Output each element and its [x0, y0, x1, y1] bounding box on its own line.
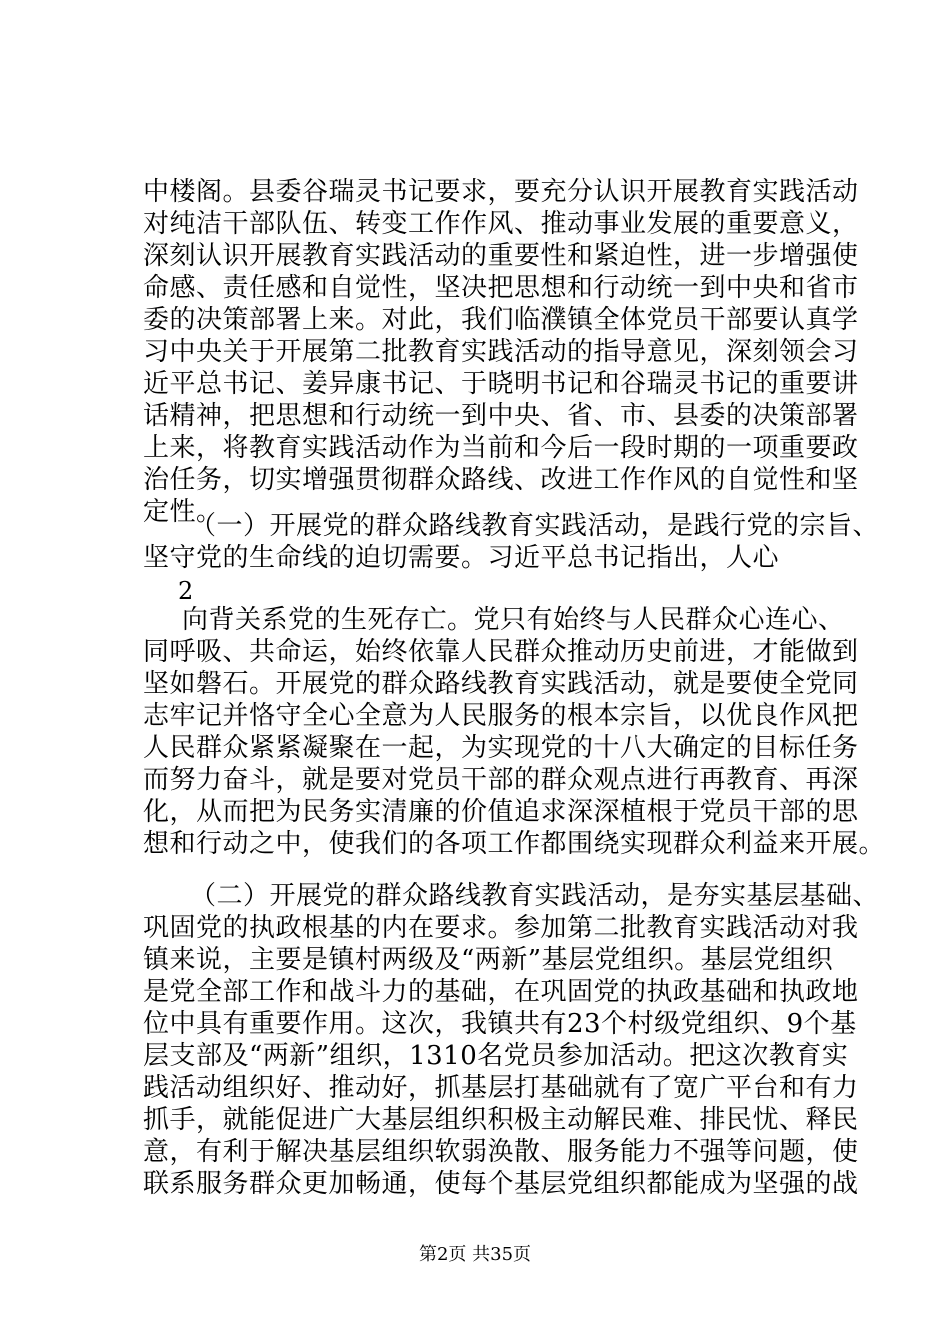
text-line: 而努力奋斗，就是要对党员干部的群众观点进行再教育、再深 — [143, 765, 859, 795]
text-line: 中楼阁。县委谷瑞灵书记要求，要充分认识开展教育实践活动 — [143, 177, 859, 207]
text-line: 意，有利于解决基层组织软弱涣散、服务能力不强等问题，使 — [143, 1137, 859, 1167]
text-line: 想和行动之中，使我们的各项工作都围绕实现群众利益来开展。 — [143, 829, 886, 859]
text-line: 委的决策部署上来。对此，我们临濮镇全体党员干部要认真学 — [143, 305, 859, 335]
text-line: 联系服务群众更加畅通，使每个基层党组织都能成为坚强的战 — [143, 1169, 859, 1199]
text-line: 人民群众紧紧凝聚在一起，为实现党的十八大确定的目标任务 — [143, 733, 859, 763]
text-line: 习中央关于开展第二批教育实践活动的指导意见，深刻领会习 — [143, 337, 859, 367]
paragraph-heading-2: （二）开展党的群众路线教育实践活动，是夯实基层基础、 — [190, 881, 880, 911]
text-line: 践活动组织好、推动好，抓基层打基础就有了宽广平台和有力 — [143, 1073, 859, 1103]
text-line: 坚守党的生命线的迫切需要。习近平总书记指出，人心 — [143, 543, 780, 573]
text-line: 抓手，就能促进广大基层组织积极主动解民难、排民忧、释民 — [143, 1105, 859, 1135]
text-line: 是党全部工作和战斗力的基础，在巩固党的执政基础和执政地 — [143, 977, 859, 1007]
text-line: 命感、责任感和自觉性，坚决把思想和行动统一到中央和省市 — [143, 273, 859, 303]
text-line: 镇来说，主要是镇村两级及“两新”基层党组织。基层党组织 — [143, 945, 834, 975]
text-line: 同呼吸、共命运，始终依靠人民群众推动历史前进，才能做到 — [143, 637, 859, 667]
text-line: 志牢记并恪守全心全意为人民服务的根本宗旨，以优良作风把 — [143, 701, 859, 731]
text-line: 深刻认识开展教育实践活动的重要性和紧迫性，进一步增强使 — [143, 241, 859, 271]
text-line: 近平总书记、姜异康书记、于晓明书记和谷瑞灵书记的重要讲 — [143, 369, 859, 399]
text-line: 巩固党的执政根基的内在要求。参加第二批教育实践活动对我 — [143, 913, 859, 943]
inline-page-number: 2 — [178, 577, 194, 605]
page-footer: 第2页 共35页 — [418, 1244, 532, 1265]
text-line: 向背关系党的生死存亡。党只有始终与人民群众心连心、 — [182, 605, 845, 635]
paragraph-heading-1: （一）开展党的群众路线教育实践活动，是践行党的宗旨、 — [190, 511, 880, 541]
text-line: 上来，将教育实践活动作为当前和今后一段时期的一项重要政 — [143, 433, 859, 463]
text-line: 坚如磐石。开展党的群众路线教育实践活动，就是要使全党同 — [143, 669, 859, 699]
text-line: 位中具有重要作用。这次，我镇共有23个村级党组织、9个基 — [143, 1009, 857, 1039]
text-line: 层支部及“两新”组织，1310名党员参加活动。把这次教育实 — [143, 1041, 849, 1071]
text-line: 对纯洁干部队伍、转变工作作风、推动事业发展的重要意义， — [143, 209, 859, 239]
text-line: 化，从而把为民务实清廉的价值追求深深植根于党员干部的思 — [143, 797, 859, 827]
text-line: 话精神，把思想和行动统一到中央、省、市、县委的决策部署 — [143, 401, 859, 431]
text-line: 治任务，切实增强贯彻群众路线、改进工作作风的自觉性和坚 — [143, 465, 859, 495]
text-line: 定性。 — [143, 497, 223, 527]
